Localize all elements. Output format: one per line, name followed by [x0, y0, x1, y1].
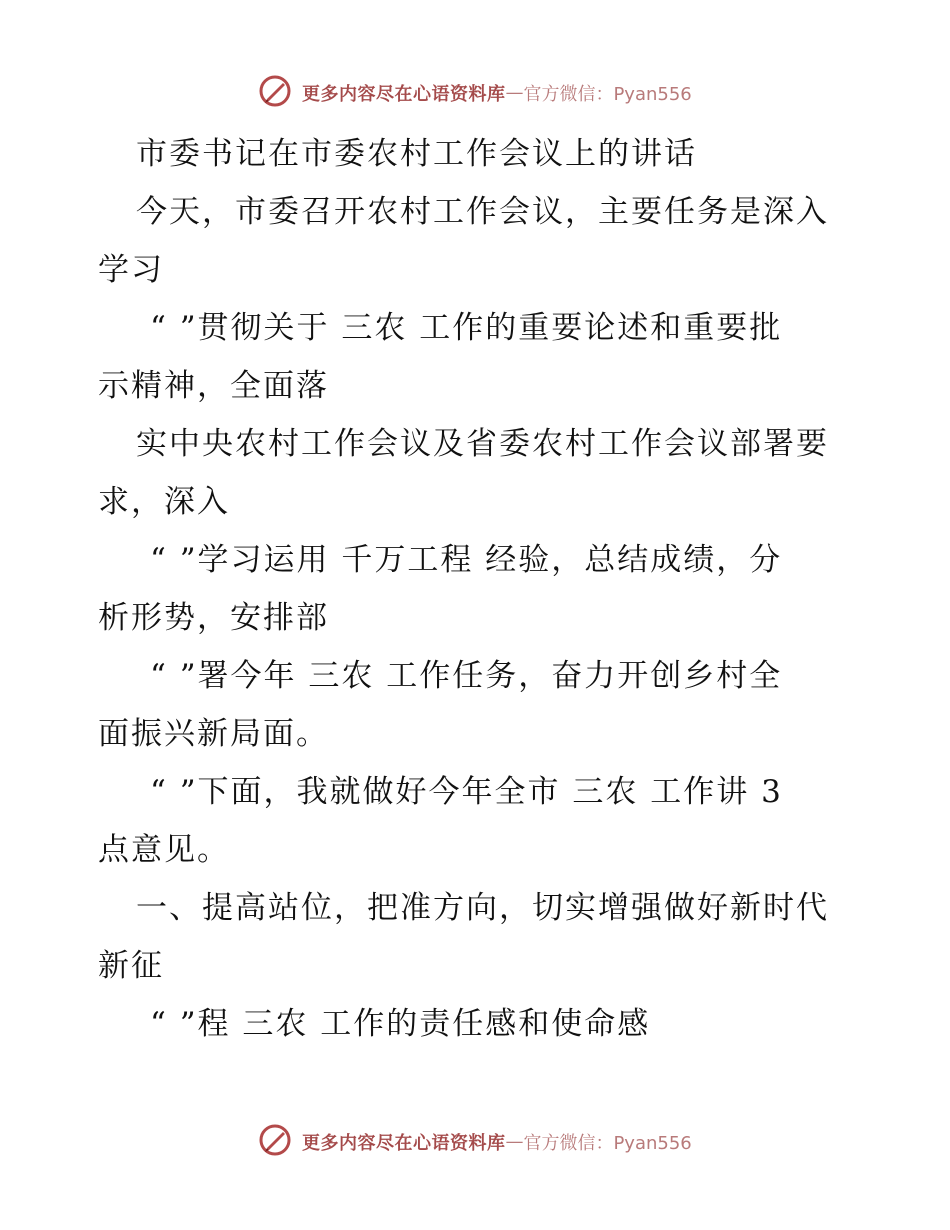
banner-contact: 官方微信：Pyan556 — [523, 1133, 692, 1154]
paragraph-line: 面振兴新局面。 — [98, 716, 329, 752]
banner-contact: 官方微信：Pyan556 — [523, 84, 692, 105]
paragraph-line: “ ”学习运用 千万工程 经验，总结成绩，分 — [150, 542, 783, 578]
paragraph-line: 求，深入 — [98, 484, 230, 520]
paragraph-line: “ ”贯彻关于 三农 工作的重要论述和重要批 — [150, 310, 783, 346]
banner-dash: — — [505, 82, 524, 104]
paragraph-line: 今天，市委召开农村工作会议，主要任务是深入 — [136, 194, 829, 230]
paragraph-line: 示精神，全面落 — [98, 368, 329, 404]
section-heading: 一、提高站位，把准方向，切实增强做好新时代 — [136, 890, 829, 926]
paragraph-line: “ ”署今年 三农 工作任务，奋力开创乡村全 — [150, 658, 783, 694]
banner-main-text: 更多内容尽在心语资料库 — [301, 1133, 506, 1154]
paragraph-line: “ ”下面，我就做好今年全市 三农 工作讲 3 — [150, 774, 783, 810]
watermark-banner-bottom — [0, 1125, 950, 1159]
banner-dash: — — [505, 1131, 524, 1153]
paragraph-line: 实中央农村工作会议及省委农村工作会议部署要 — [136, 426, 829, 462]
paragraph-line: 新征 — [98, 948, 164, 984]
paragraph-line: “ ”程 三农 工作的责任感和使命感 — [150, 1006, 651, 1042]
pen-logo-icon — [258, 74, 292, 108]
banner-main-text: 更多内容尽在心语资料库 — [301, 84, 506, 105]
paragraph-line: 析形势，安排部 — [98, 600, 329, 636]
paragraph-line: 学习 — [98, 252, 164, 288]
document-title: 市委书记在市委农村工作会议上的讲话 — [136, 136, 697, 172]
paragraph-line: 点意见。 — [98, 832, 230, 868]
pen-logo-icon — [258, 1123, 292, 1157]
watermark-banner-top — [0, 76, 950, 110]
